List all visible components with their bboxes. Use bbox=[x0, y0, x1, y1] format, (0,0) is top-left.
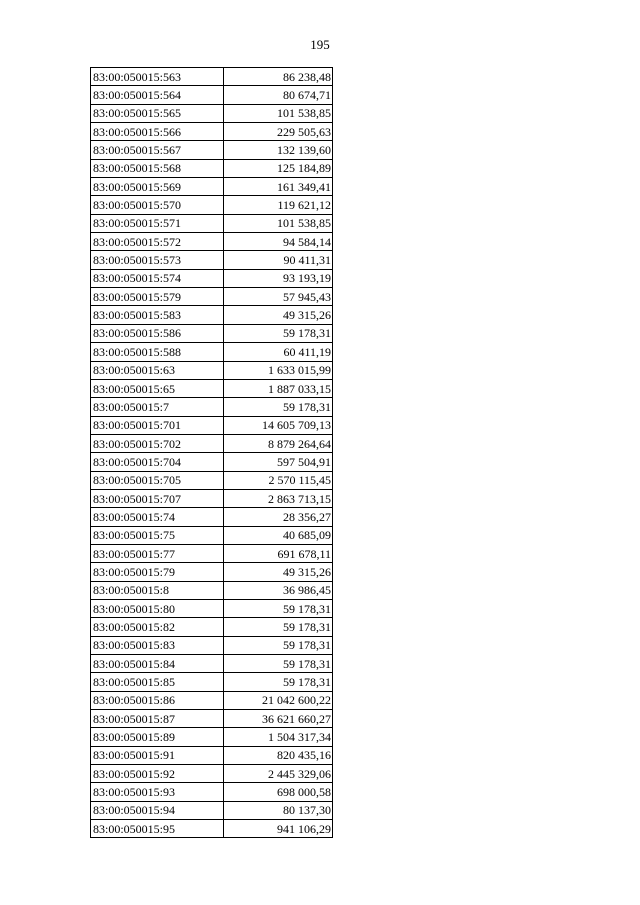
cadastral-number-cell: 83:00:050015:75 bbox=[91, 526, 224, 544]
cadastral-number-cell: 83:00:050015:95 bbox=[91, 820, 224, 838]
value-cell: 2 570 115,45 bbox=[224, 471, 333, 489]
value-cell: 101 538,85 bbox=[224, 214, 333, 232]
value-cell: 59 178,31 bbox=[224, 398, 333, 416]
value-cell: 86 238,48 bbox=[224, 68, 333, 86]
cadastral-number-cell: 83:00:050015:94 bbox=[91, 801, 224, 819]
cadastral-number-cell: 83:00:050015:86 bbox=[91, 691, 224, 709]
value-cell: 125 184,89 bbox=[224, 159, 333, 177]
cadastral-number-cell: 83:00:050015:84 bbox=[91, 655, 224, 673]
value-cell: 229 505,63 bbox=[224, 123, 333, 141]
cadastral-number-cell: 83:00:050015:91 bbox=[91, 746, 224, 764]
cadastral-number-cell: 83:00:050015:583 bbox=[91, 306, 224, 324]
table-row bbox=[91, 86, 333, 104]
cadastral-number-cell: 83:00:050015:702 bbox=[91, 434, 224, 452]
value-cell: 2 445 329,06 bbox=[224, 765, 333, 783]
page-number: 195 bbox=[310, 37, 330, 52]
table-row bbox=[91, 453, 333, 471]
cadastral-number-cell: 83:00:050015:564 bbox=[91, 86, 224, 104]
table-row bbox=[91, 398, 333, 416]
table-row bbox=[91, 123, 333, 141]
table-row bbox=[91, 196, 333, 214]
table-row bbox=[91, 801, 333, 819]
cadastral-number-cell: 83:00:050015:574 bbox=[91, 269, 224, 287]
table-row bbox=[91, 728, 333, 746]
cadastral-number-cell: 83:00:050015:567 bbox=[91, 141, 224, 159]
value-cell: 59 178,31 bbox=[224, 599, 333, 617]
table-row bbox=[91, 673, 333, 691]
cadastral-number-cell: 83:00:050015:704 bbox=[91, 453, 224, 471]
value-cell: 28 356,27 bbox=[224, 508, 333, 526]
cadastral-number-cell: 83:00:050015:573 bbox=[91, 251, 224, 269]
table-row bbox=[91, 343, 333, 361]
table-row bbox=[91, 746, 333, 764]
table-row bbox=[91, 563, 333, 581]
cadastral-number-cell: 83:00:050015:85 bbox=[91, 673, 224, 691]
table-row bbox=[91, 306, 333, 324]
table-row bbox=[91, 618, 333, 636]
value-cell: 119 621,12 bbox=[224, 196, 333, 214]
table-row bbox=[91, 269, 333, 287]
table-row bbox=[91, 508, 333, 526]
cadastral-number-cell: 83:00:050015:79 bbox=[91, 563, 224, 581]
cadastral-number-cell: 83:00:050015:570 bbox=[91, 196, 224, 214]
cadastral-number-cell: 83:00:050015:707 bbox=[91, 489, 224, 507]
value-cell: 1 887 033,15 bbox=[224, 379, 333, 397]
value-cell: 161 349,41 bbox=[224, 178, 333, 196]
cadastral-number-cell: 83:00:050015:569 bbox=[91, 178, 224, 196]
value-cell: 59 178,31 bbox=[224, 673, 333, 691]
value-cell: 941 106,29 bbox=[224, 820, 333, 838]
table-row bbox=[91, 783, 333, 801]
cadastral-number-cell: 83:00:050015:579 bbox=[91, 288, 224, 306]
table-row bbox=[91, 820, 333, 838]
value-cell: 2 863 713,15 bbox=[224, 489, 333, 507]
value-cell: 59 178,31 bbox=[224, 655, 333, 673]
value-cell: 691 678,11 bbox=[224, 544, 333, 562]
table-row bbox=[91, 581, 333, 599]
table-row bbox=[91, 159, 333, 177]
value-cell: 101 538,85 bbox=[224, 104, 333, 122]
value-cell: 132 139,60 bbox=[224, 141, 333, 159]
table-row bbox=[91, 691, 333, 709]
value-cell: 698 000,58 bbox=[224, 783, 333, 801]
cadastral-number-cell: 83:00:050015:8 bbox=[91, 581, 224, 599]
value-cell: 59 178,31 bbox=[224, 618, 333, 636]
value-cell: 80 137,30 bbox=[224, 801, 333, 819]
table-row bbox=[91, 251, 333, 269]
table-row bbox=[91, 324, 333, 342]
value-cell: 60 411,19 bbox=[224, 343, 333, 361]
cadastral-number-cell: 83:00:050015:87 bbox=[91, 710, 224, 728]
table-row bbox=[91, 379, 333, 397]
table-row bbox=[91, 636, 333, 654]
value-cell: 49 315,26 bbox=[224, 563, 333, 581]
cadastral-number-cell: 83:00:050015:588 bbox=[91, 343, 224, 361]
cadastral-number-cell: 83:00:050015:568 bbox=[91, 159, 224, 177]
table-row bbox=[91, 599, 333, 617]
value-cell: 820 435,16 bbox=[224, 746, 333, 764]
table-row bbox=[91, 544, 333, 562]
table-row bbox=[91, 710, 333, 728]
value-cell: 59 178,31 bbox=[224, 636, 333, 654]
cadastral-number-cell: 83:00:050015:563 bbox=[91, 68, 224, 86]
cadastral-number-cell: 83:00:050015:65 bbox=[91, 379, 224, 397]
cadastral-number-cell: 83:00:050015:701 bbox=[91, 416, 224, 434]
table-row bbox=[91, 765, 333, 783]
value-cell: 36 621 660,27 bbox=[224, 710, 333, 728]
value-cell: 8 879 264,64 bbox=[224, 434, 333, 452]
cadastral-number-cell: 83:00:050015:705 bbox=[91, 471, 224, 489]
cadastral-number-cell: 83:00:050015:7 bbox=[91, 398, 224, 416]
cadastral-number-cell: 83:00:050015:82 bbox=[91, 618, 224, 636]
value-cell: 59 178,31 bbox=[224, 324, 333, 342]
value-cell: 40 685,09 bbox=[224, 526, 333, 544]
value-cell: 57 945,43 bbox=[224, 288, 333, 306]
cadastral-number-cell: 83:00:050015:83 bbox=[91, 636, 224, 654]
table-row bbox=[91, 434, 333, 452]
value-cell: 1 633 015,99 bbox=[224, 361, 333, 379]
table-body bbox=[91, 68, 333, 838]
cadastral-value-table bbox=[90, 67, 333, 838]
value-cell: 94 584,14 bbox=[224, 233, 333, 251]
value-cell: 93 193,19 bbox=[224, 269, 333, 287]
cadastral-number-cell: 83:00:050015:89 bbox=[91, 728, 224, 746]
cadastral-number-cell: 83:00:050015:571 bbox=[91, 214, 224, 232]
cadastral-number-cell: 83:00:050015:80 bbox=[91, 599, 224, 617]
value-cell: 90 411,31 bbox=[224, 251, 333, 269]
value-cell: 21 042 600,22 bbox=[224, 691, 333, 709]
table-row bbox=[91, 141, 333, 159]
table-row bbox=[91, 68, 333, 86]
cadastral-number-cell: 83:00:050015:92 bbox=[91, 765, 224, 783]
table-row bbox=[91, 214, 333, 232]
cadastral-number-cell: 83:00:050015:77 bbox=[91, 544, 224, 562]
table-row bbox=[91, 416, 333, 434]
table-row bbox=[91, 178, 333, 196]
value-cell: 1 504 317,34 bbox=[224, 728, 333, 746]
value-cell: 14 605 709,13 bbox=[224, 416, 333, 434]
table-row bbox=[91, 655, 333, 673]
table-row bbox=[91, 104, 333, 122]
table-row bbox=[91, 526, 333, 544]
cadastral-number-cell: 83:00:050015:74 bbox=[91, 508, 224, 526]
cadastral-number-cell: 83:00:050015:93 bbox=[91, 783, 224, 801]
value-cell: 597 504,91 bbox=[224, 453, 333, 471]
value-cell: 36 986,45 bbox=[224, 581, 333, 599]
table-row bbox=[91, 489, 333, 507]
cadastral-number-cell: 83:00:050015:586 bbox=[91, 324, 224, 342]
cadastral-number-cell: 83:00:050015:572 bbox=[91, 233, 224, 251]
cadastral-number-cell: 83:00:050015:565 bbox=[91, 104, 224, 122]
table-row bbox=[91, 471, 333, 489]
value-cell: 49 315,26 bbox=[224, 306, 333, 324]
table-row bbox=[91, 361, 333, 379]
cadastral-number-cell: 83:00:050015:63 bbox=[91, 361, 224, 379]
table-row bbox=[91, 288, 333, 306]
table-row bbox=[91, 233, 333, 251]
value-cell: 80 674,71 bbox=[224, 86, 333, 104]
cadastral-number-cell: 83:00:050015:566 bbox=[91, 123, 224, 141]
